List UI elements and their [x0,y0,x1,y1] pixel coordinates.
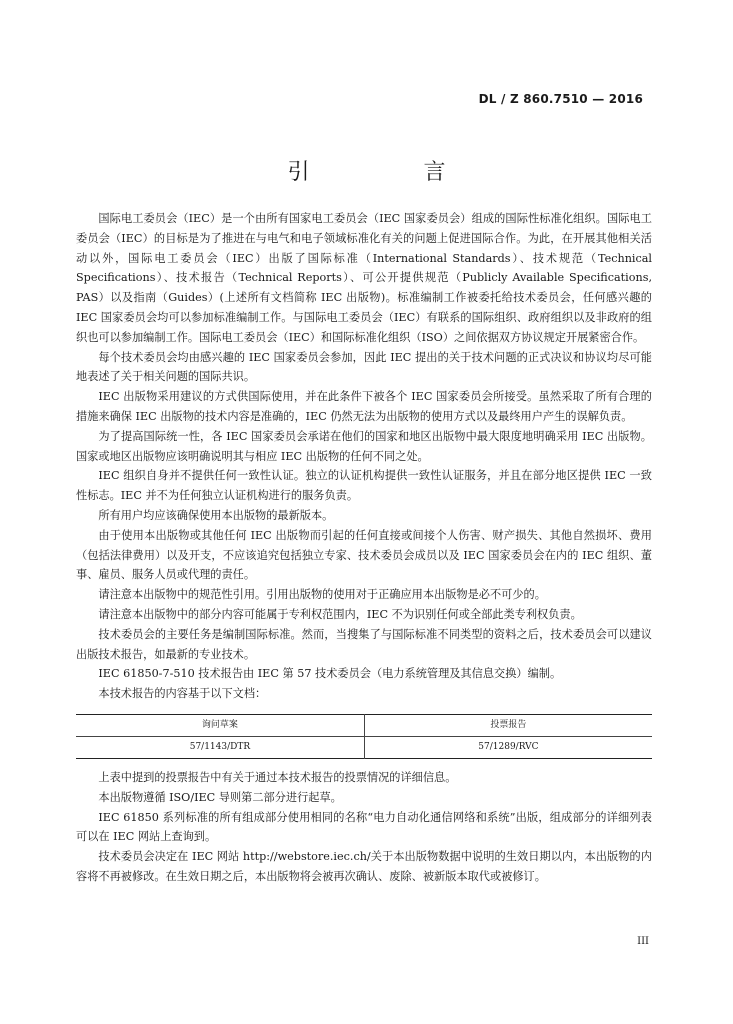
paragraph: 请注意本出版物中的规范性引用。引用出版物的使用对于正确应用本出版物是必不可少的。 [98,588,546,602]
paragraph: IEC 61850 系列标准的所有组成部分使用相同的名称“电力自动化通信网络和系统”出版，组成部分的详细列表可以在 IEC 网站上查询到。 [76,810,652,844]
paragraph: IEC 61850-7-510 技术报告由 IEC 第 57 技术委员会（电力系统管理及其信息交换）编制。 [98,667,562,681]
table-header-cell: 询问草案 [76,714,364,736]
paragraph: 国际电工委员会（IEC）是一个由所有国家电工委员会（IEC 国家委员会）组成的国际性标准化组织。国际电工委员会（IEC）的目标是为了推进在与电气和电子领域标准化有关的问题上促进国际合作。为此，在开展其他相关活动以外，国际电工委员会（IEC）出版了国际标准（International Standards）、技术规范（Technical Specifications）、技术报告（Technical Reports）、可公开提供规范（Publicly Available Specifications, PAS）以及指南（Guides）(上述所有文档简称 IEC 出版物)。标准编制工作被委托给技术委员会，任何感兴趣的 IEC 国家委员会均可以参加标准编制工作。与国际电工委员会（IEC）有联系的国际组织、政府组织以及非政府的组织也可以参加编制工作。国际电工委员会（IEC）和国际标准化组织（ISO）之间依据双方协议规定开展紧密合作。 [76,212,652,344]
document-id: DL / Z 860.7510 — 2016 [478,92,643,106]
table-header-row [76,714,652,736]
paragraph: 所有用户均应该确保使用本出版物的最新版本。 [98,508,334,522]
page-number: III [637,936,649,947]
paragraph: 每个技术委员会均由感兴趣的 IEC 国家委员会参加，因此 IEC 提出的关于技术问题的正式决议和协议均尽可能地表述了关于相关问题的国际共识。 [76,350,652,384]
table-cell: 57/1289/RVC [478,741,539,752]
paragraph: 技术委员会的主要任务是编制国际标准。然而，当搜集了与国际标准不同类型的资料之后，技术委员会可以建议出版技术报告，如最新的专业技术。 [76,627,652,661]
paragraph: 本出版物遵循 ISO/IEC 导则第二部分进行起草。 [98,790,342,804]
paragraph: 本技术报告的内容基于以下文档： [98,687,267,701]
paragraph: IEC 出版物采用建议的方式供国际使用，并在此条件下被各个 IEC 国家委员会所接受。虽然采取了所有合理的措施来确保 IEC 出版物的技术内容是准确的，IEC 仍然无法为出版物的使用方式以及最终用户产生的误解负责。 [76,390,652,423]
paragraph: 上表中提到的投票报告中有关于通过本技术报告的投票情况的详细信息。 [98,770,457,784]
paragraph: 由于使用本出版物或其他任何 IEC 出版物而引起的任何直接或间接个人伤害、财产损失、其他自然损坏、费用（包括法律费用）以及开支，不应该追究包括独立专家、技术委员会成员以及 IEC 国家委员会在内的 IEC 组织、董事、雇员、服务人员或代理的责任。 [76,528,652,582]
page-title: 引 言 [287,160,492,185]
paragraph: IEC 组织自身并不提供任何一致性认证。独立的认证机构提供一致性认证服务，并且在部分地区提供 IEC 一致性标志。IEC 并不为任何独立认证机构进行的服务负责。 [76,469,652,503]
table-row [76,736,652,758]
main-content [76,209,652,887]
document-reference-table [76,714,652,759]
table-cell: 57/1143/DTR [76,736,364,758]
paragraph: 为了提高国际统一性，各 IEC 国家委员会承诺在他们的国家和地区出版物中最大限度地明确采用 IEC 出版物。国家或地区出版物应该明确说明其与相应 IEC 出版物的任何不同之处。 [76,429,652,463]
paragraph: 技术委员会决定在 IEC 网站 http://webstore.iec.ch/关于本出版物数据中说明的生效日期以内，本出版物的内容将不再被修改。在生效日期之后，本出版物将会被再次确认、废除、被新版本取代或被修订。 [76,850,652,883]
paragraph: 请注意本出版物中的部分内容可能属于专利权范围内，IEC 不为识别任何或全部此类专利权负责。 [98,607,582,621]
table-header-cell: 投票报告 [364,714,652,736]
